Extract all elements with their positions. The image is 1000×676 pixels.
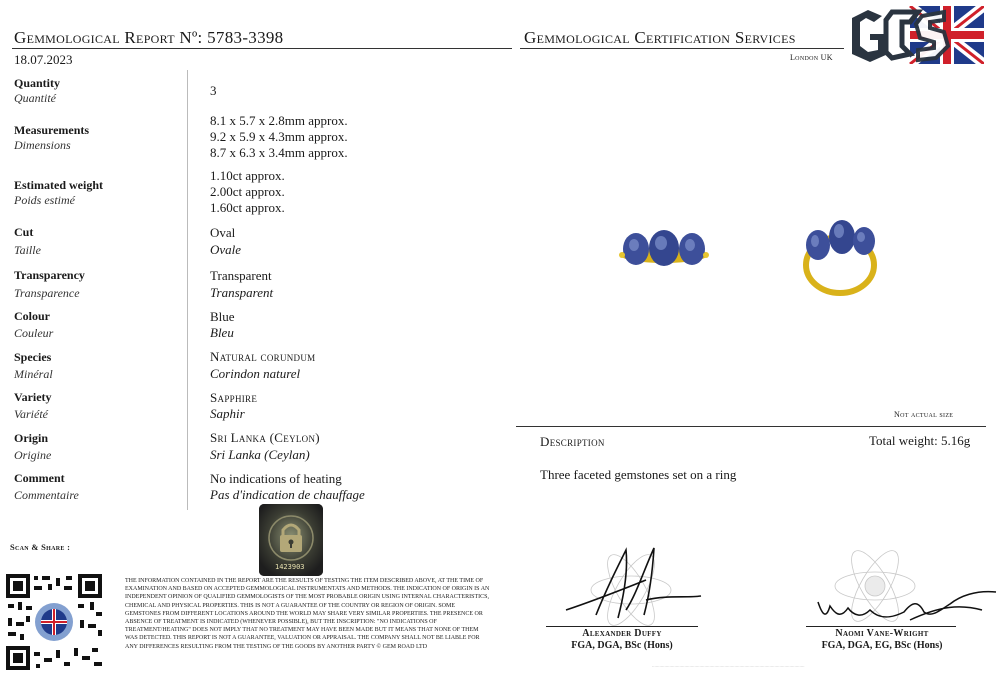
signatory-2-name: Naomi Vane-Wright <box>835 628 929 639</box>
secure-document-number: 1423903 <box>275 563 305 571</box>
disclaimer-text: THE INFORMATION CONTAINED IN THE REPORT ARE THE RESULTS OF TESTING THE ITEM DESCRIBED ABOVE, AT THE TIME OF EXAMINATION AND BASED ON ACCEPTED GEMMOLOGICAL INSTRUMENTATS AND METHODS. THE INDICATION OF ORIGIN IS AN INDEPENDENT OPINION OF QUALIFIED GEMMOLOGISTS OF THE MOST PROBABLE ORIGIN USING INTERNAL CHARACTERISTICS, CHEMICAL AND PHYSICAL PROPERTIES. THIS IS NOT A GUARANTEE OF THE COUNTRY OR REGION OF ORIGIN. SOME GEMSTONES FROM DIFFERENT LOCATIONS AROUND THE WORLD MAY SHARE VERY SIMILAR PROPERTIES. THE PRESENCE OR ABSENCE OF TREATMENT IS INDICATED (WHENEVER POSSIBLE), BUT THE INSCRIPTION: "NO INDICATIONS OF TREATMENT/HEATING" DOES NOT IMPLY THAT NO TREATMENT MAY HAVE BEEN MADE BUT IT MEANS THAT NONE OF THEM WAS DETECTED. THIS REPORT IS NOT A GUARANTEE, VALUATION OR APPRAISAL. THE COMPANY SHALL NOT BE LIABLE FOR ANY DIFFERENCES RESULTING FROM THE TESTING OF THE GOODS BY ANOTHER PARTY © GEM ROAD LTD <box>125 578 490 650</box>
signature-naomi-vane-wright <box>800 550 1000 630</box>
value-variety: Sapphire <box>210 390 258 405</box>
logo-text: GCS <box>848 6 850 7</box>
value-weight-1: 1.10ct approx. <box>210 168 285 183</box>
label-cut-fr: Taille <box>14 243 41 257</box>
signatory-1-credentials: FGA, DGA, BSc (Hons) <box>571 640 673 651</box>
value-weight-3: 1.60ct approx. <box>210 200 285 215</box>
header-rule-right <box>520 48 844 49</box>
label-colour: Colour <box>14 309 50 323</box>
qr-code[interactable] <box>4 572 104 672</box>
signatory-1-name: Alexander Duffy <box>582 628 662 639</box>
report-date: 18.07.2023 <box>14 52 73 67</box>
signature-line-1 <box>546 626 698 627</box>
description-rule <box>516 426 986 427</box>
value-measurement-3: 8.7 x 6.3 x 3.4mm approx. <box>210 145 348 160</box>
value-origin-fr: Sri Lanka (Ceylan) <box>210 447 310 462</box>
label-weight: Estimated weight <box>14 178 103 192</box>
label-quantity: Quantity <box>14 76 61 90</box>
value-comment: No indications of heating <box>210 471 342 486</box>
value-weight-2: 2.00ct approx. <box>210 184 285 199</box>
value-transparency-fr: Transparent <box>210 285 274 300</box>
description-text: Three faceted gemstones set on a ring <box>540 467 737 482</box>
label-measurements-fr: Dimensions <box>14 138 71 152</box>
ring-photo-front <box>618 225 710 275</box>
label-species: Species <box>14 350 52 364</box>
not-actual-size-note: Not actual size <box>894 410 954 419</box>
signature-line-2 <box>806 626 956 627</box>
value-cut: Oval <box>210 225 236 240</box>
value-colour-fr: Bleu <box>210 325 234 340</box>
label-comment: Comment <box>14 471 65 485</box>
label-cut: Cut <box>14 225 34 239</box>
scan-share-label: Scan & Share : <box>10 542 71 552</box>
value-quantity: 3 <box>210 83 217 98</box>
label-variety-fr: Variété <box>14 407 48 421</box>
secure-document-seal <box>259 504 323 576</box>
label-origin-fr: Origine <box>14 448 52 462</box>
faint-footer-text: .......................................................................................................................... <box>652 664 805 669</box>
value-measurement-1: 8.1 x 5.7 x 2.8mm approx. <box>210 113 348 128</box>
label-quantity-fr: Quantité <box>14 91 56 105</box>
signatory-2-credentials: FGA, DGA, EG, BSc (Hons) <box>821 640 943 651</box>
signature-alexander-duffy <box>556 540 706 630</box>
label-weight-fr: Poids estimé <box>14 193 75 207</box>
total-weight: Total weight: 5.16g <box>869 433 971 448</box>
header-rule-left <box>12 48 512 49</box>
label-species-fr: Minéral <box>14 367 53 381</box>
value-species: Natural corundum <box>210 349 316 364</box>
label-variety: Variety <box>14 390 52 404</box>
report-title: Gemmological Report Nº: 5783-3398 <box>14 28 284 47</box>
label-transparency: Transparency <box>14 268 85 282</box>
value-transparency: Transparent <box>210 268 272 283</box>
value-species-fr: Corindon naturel <box>210 366 301 381</box>
label-colour-fr: Couleur <box>14 326 54 340</box>
value-comment-fr: Pas d'indication de chauffage <box>210 487 365 502</box>
description-title: Description <box>540 434 605 449</box>
label-comment-fr: Commentaire <box>14 488 79 502</box>
value-cut-fr: Ovale <box>210 242 242 257</box>
value-variety-fr: Saphir <box>210 406 245 421</box>
value-origin: Sri Lanka (Ceylon) <box>210 430 320 445</box>
label-measurements: Measurements <box>14 123 90 137</box>
label-origin: Origin <box>14 431 49 445</box>
ring-photo-side <box>800 215 884 297</box>
value-measurement-2: 9.2 x 5.9 x 4.3mm approx. <box>210 129 348 144</box>
company-location: London UK <box>790 53 833 62</box>
gcs-logo <box>848 6 984 64</box>
label-transparency-fr: Transparence <box>14 286 80 300</box>
value-colour: Blue <box>210 309 235 324</box>
column-divider <box>187 70 188 510</box>
company-name: Gemmological Certification Services <box>524 28 796 47</box>
